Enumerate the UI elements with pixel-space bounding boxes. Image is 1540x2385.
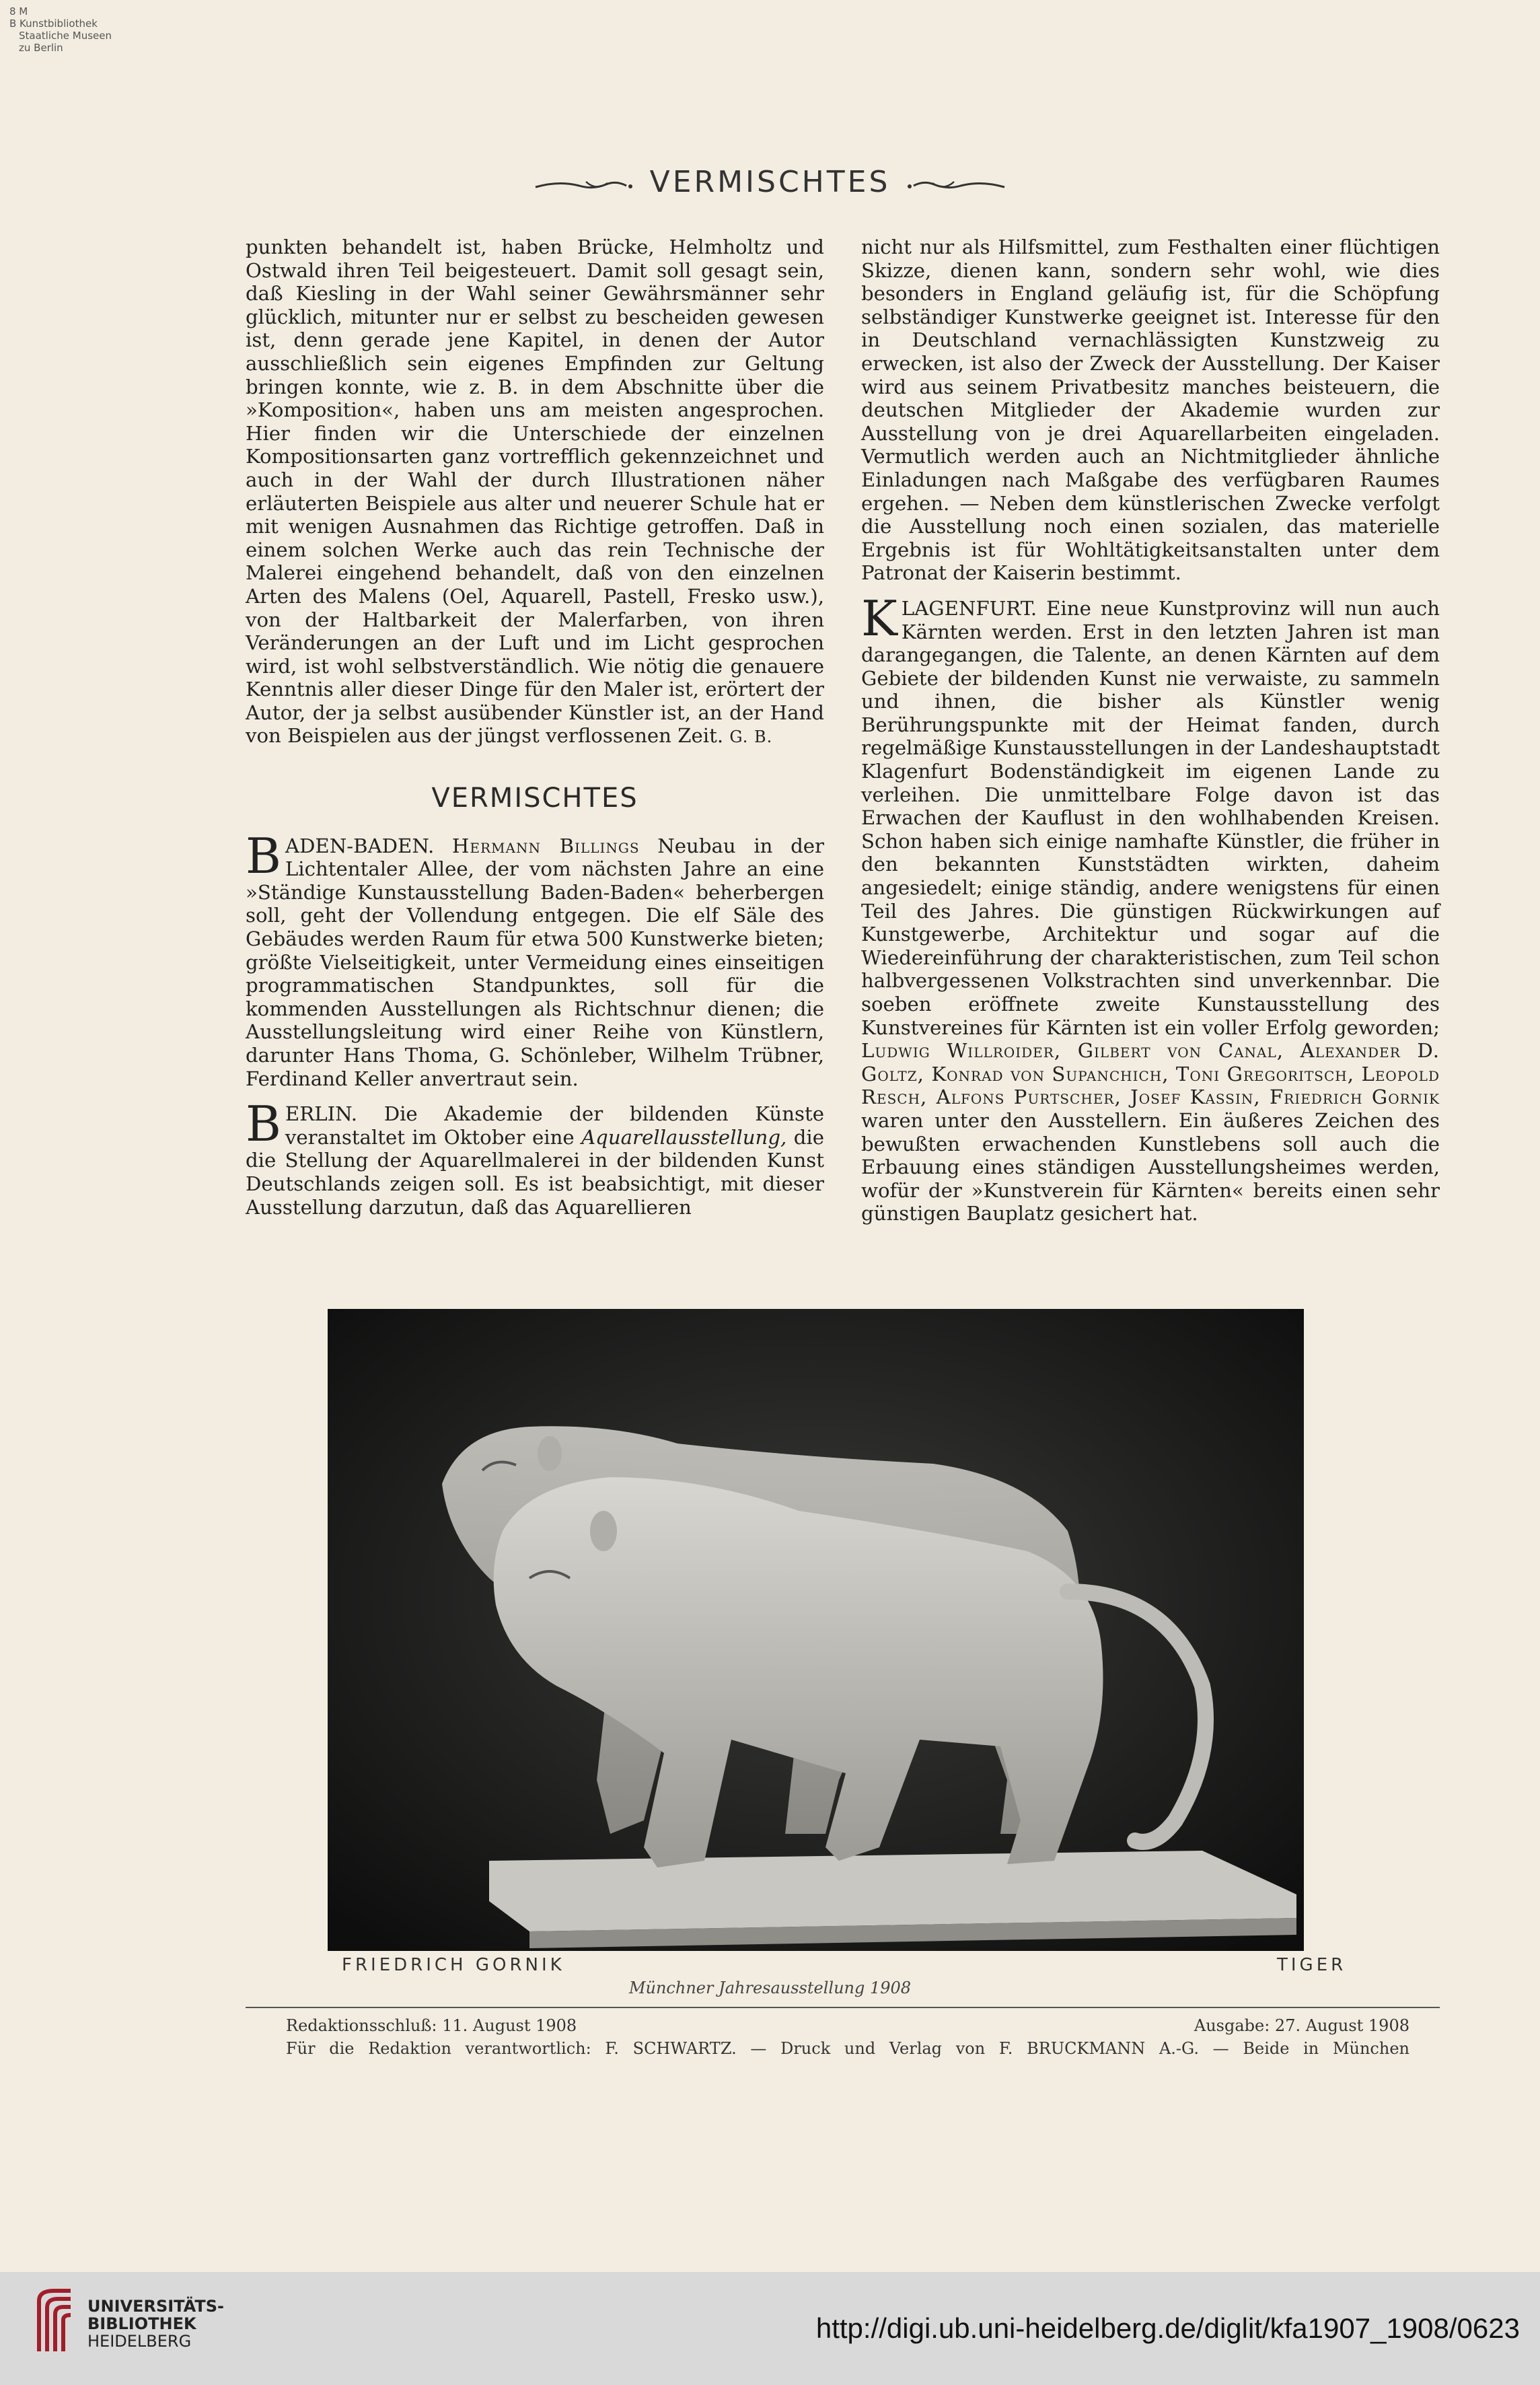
tiger-sculpture-photo	[328, 1309, 1304, 1951]
dropcap: B	[246, 1096, 281, 1153]
stamp-line: zu Berlin	[19, 42, 63, 54]
entry-berlin: BERLIN. Die Akademie der bildenden Künste veranstaltet im Oktober eine Aquarellausstellung, die die Stellung der Aquarellmalerei in der bildenden Kunst Deutschlands zeigen soll. Es ist beabsichtigt, mit dieser Ausstellung darzutun, daß das Aquarellieren	[246, 1096, 825, 1219]
right-column	[861, 236, 1440, 1225]
page-title: VERMISCHTES	[649, 165, 891, 199]
entry-klagenfurt: KLAGENFURT. Eine neue Kunstprovinz will nun auch Kärnten werden. Erst in den letzten Jahren ist man darangegangen, die Talente, an denen Kärnten auf dem Gebiete der bildenden Kunst nie verwaiste, zu sammeln und ihnen, die bisher als Künstler wenig Berührungspunkte mit der Heimat fanden, durch regelmäßige Kunstausstellungen in der Landeshauptstadt Klagenfurt Bodenständigkeit im eigenen Lande zu verleihen. Die unmittelbare Folge davon ist das Erwachen der Kauflust in den wohlhabenden Kreisen. Schon haben sich einige namhafte Künstler, die früher in den bekannten Kunststädten wirkten, daheim angesiedelt; einige ständig, andere wenigstens für einen Teil des Jahres. Die günstigen Rückwirkungen auf Kunstgewerbe, Architektur und sogar auf die Wiedereinführung der charakteristischen, zum Teil schon halbvergessenen Volkstrachten sind unverkennbar. Die soeben eröffnete zweite Kunstausstellung des Kunstvereines für Kärnten ist ein voller Erfolg geworden; Ludwig Willroider, Gilbert von Canal, Alexander D. Goltz, Konrad von Supanchich, Toni Gregoritsch, Leopold Resch, Alfons Purtscher, Josef Kassin, Friedrich Gornik waren unter den Ausstellern. Ein äußeres Zeichen des bewußten erwachenden Kunstlebens soll auch die Erbauung eines ständigen Ausstellungsheimes werden, wofür der »Kunstverein für Kärnten« bereits einen sehr günstigen Bauplatz gesichert hat.	[861, 590, 1440, 1225]
library-stamp	[9, 5, 112, 54]
footer-dates	[286, 2016, 1409, 2035]
stamp-line: B Kunstbibliothek	[9, 17, 98, 30]
left-column	[246, 236, 824, 1219]
editorial-deadline: Redaktionsschluß: 11. August 1908	[286, 2016, 577, 2035]
heidelberg-library-logo-icon	[34, 2287, 75, 2357]
review-text: punkten behandelt ist, haben Brücke, Helmholtz und Ostwald ihren Teil beigesteuert. Damit soll gesagt sein, daß Kiesling in der Wahl seiner Gewährsmänner sehr glücklich, mitunter nur er selbst zu bescheiden gewesen ist, denn gerade jene Kapitel, in denen der Autor ausschließlich sein eigenes Empfinden zur Geltung bringen konnte, wie z. B. in dem Abschnitte über die »Komposition«, haben uns am meisten angesprochen. Hier finden wir die Unterschiede der einzelnen Kompositionsarten ganz vortrefflich gekennzeichnet und auch in der Wahl der durch Illustrationen näher erläuterten Beispiele aus alter und neuerer Schule hat er mit wenigen Ausnahmen das Richtige getroffen. Daß in einem solchen Werke auch das rein Technische der Malerei eingehend behandelt, daß von den einzelnen Arten des Malens (Oel, Aquarell, Pastell, Fresko usw.), von der Haltbarkeit der Malerfarben, von ihren Veränderungen an der Luft und im Licht gesprochen wird, ist wohl selbstverständlich. Wie nötig die genauere Kenntnis aller dieser Dinge für den Maler ist, erörtert der Autor, der ja selbst ausübender Künstler ist, an der Hand von Beispielen aus der jüngst verflossenen Zeit. G. B.	[246, 236, 824, 748]
caption-artist: FRIEDRICH GORNIK	[342, 1955, 565, 1975]
entry-baden-baden: BADEN-BADEN. Hermann Billings Neubau in der Lichtentaler Allee, der vom nächsten Jahre an eine »Ständige Kunstausstellung Baden-Baden« beherbergen soll, geht der Vollendung entgegen. Die elf Säle des Gebäudes werden Raum für etwa 500 Kunstwerke bieten; größte Vielseitigkeit, unter Vermeidung eines einseitigen programmatischen Standpunktes, soll für die kommenden Ausstellungen als Richtschnur dienen; die Ausstellungsleitung wird einer Reihe von Künstlern, darunter Hans Thoma, G. Schönleber, Wilhelm Trübner, Ferdinand Keller anvertraut sein.	[246, 827, 824, 1090]
right-ornament-icon	[907, 176, 1008, 203]
footer-imprint: Für die Redaktion verantwortlich: F. SCHWARTZ. — Druck und Verlag von F. BRUCKMANN A.-G. — Beide in München	[286, 2039, 1409, 2058]
left-ornament-icon	[532, 176, 633, 203]
library-bar	[0, 2272, 1540, 2385]
caption-exhibition: Münchner Jahresausstellung 1908	[628, 1979, 912, 1997]
stamp-line: 8 M	[9, 5, 28, 17]
footer-rule	[246, 2007, 1440, 2008]
dropcap: K	[861, 590, 897, 647]
issue-date: Ausgabe: 27. August 1908	[1194, 2016, 1409, 2035]
page-header	[0, 165, 1540, 203]
permalink-url[interactable]: http://digi.ub.uni-heidelberg.de/diglit/kfa1907_1908/0623	[815, 2312, 1520, 2344]
section-heading: VERMISCHTES	[431, 783, 638, 814]
library-name: UNIVERSITÄTS- BIBLIOTHEK HEIDELBERG	[87, 2297, 225, 2351]
dropcap: B	[246, 827, 281, 884]
caption-title: TIGER	[1277, 1955, 1347, 1975]
entry-berlin-continued: nicht nur als Hilfsmittel, zum Festhalten einer flüchtigen Skizze, dienen kann, sondern sehr wohl, wie dies besonders in England geläufig ist, für die Schöpfung selbständiger Kunstwerke geeignet ist. Interesse für den in Deutschland vernachlässigten Kunstzweig zu erwecken, ist also der Zweck der Ausstellung. Der Kaiser wird aus seinem Privatbesitz manches beisteuern, die deutschen Mitglieder der Akademie wurden zur Ausstellung von je drei Aquarellarbeiten eingeladen. Vermutlich werden auch an Nichtmitglieder ähnliche Einladungen nach Maßgabe des verfügbaren Raumes ergehen. — Neben dem künstlerischen Zwecke verfolgt die Ausstellung noch einen sozialen, das materielle Ergebnis ist für Wohltätigkeitsanstalten unter dem Patronat der Kaiserin bestimmt.	[861, 236, 1440, 585]
stamp-line: Staatliche Museen	[19, 30, 112, 42]
signature: G. B.	[729, 727, 773, 747]
